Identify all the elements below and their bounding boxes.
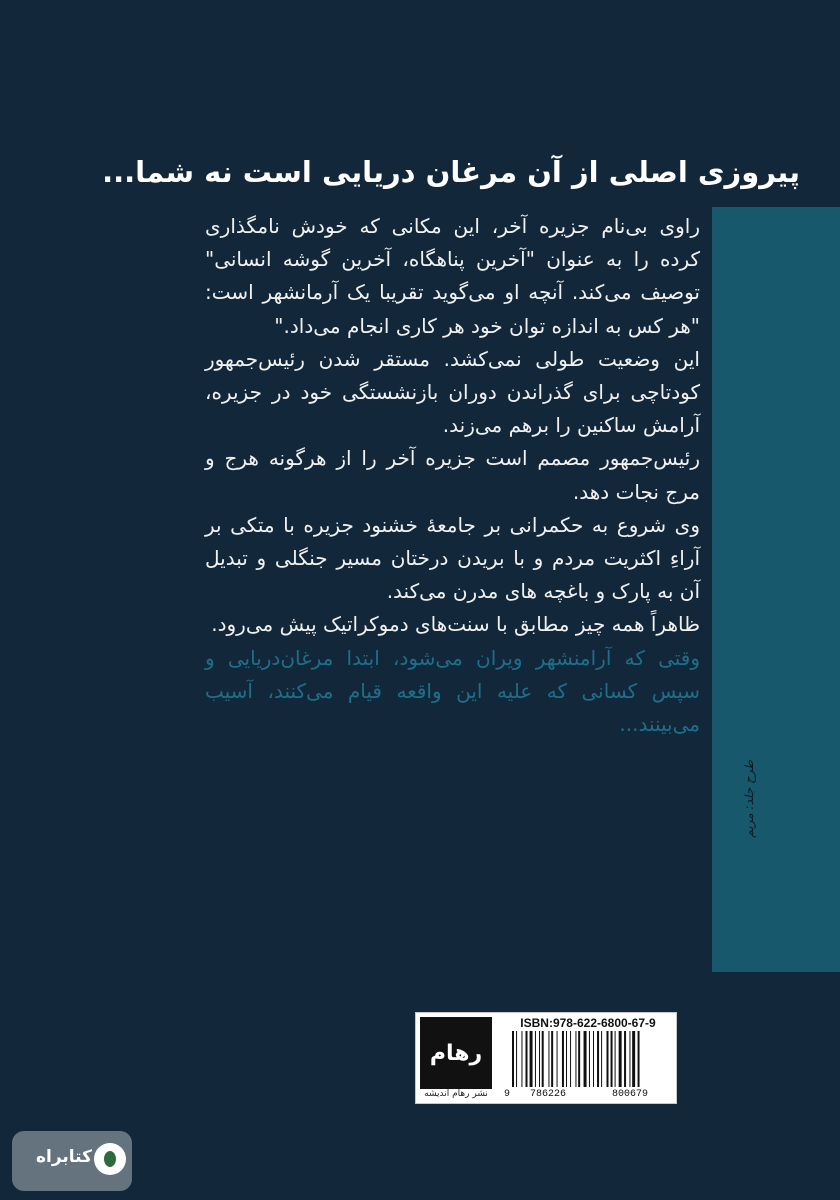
blurb-closing-paragraph: وقتی که آرامنشهر ویران می‌شود، ابتدا مرغان‌دریایی و سپس کسانی که علیه این واقعه قیام می‌کنند، آسیب می‌بینند...: [205, 645, 700, 737]
leaf-icon: [94, 1143, 126, 1175]
blurb-paragraph: ظاهراً همه چیز مطابق با سنت‌های دموکراتیک پیش می‌رود.: [211, 612, 700, 637]
side-color-strip: [712, 207, 840, 972]
isbn-label: ISBN:978-622-6800-67-9: [520, 1016, 656, 1030]
barcode: [512, 1031, 672, 1087]
barcode-digit-group: 786226: [530, 1089, 567, 1100]
headline: پیروزی اصلی از آن مرغان دریایی است نه شما...: [102, 155, 800, 189]
barcode-digit-group: 800679: [612, 1089, 649, 1100]
watermark-text: کتابراه: [35, 1147, 92, 1167]
isbn-barcode-box: [415, 1012, 677, 1104]
publisher-logo-text: رهام: [429, 1040, 483, 1066]
publisher-logo: [420, 1017, 492, 1089]
designer-credit: طرح جلد: مریم: [742, 760, 756, 838]
blurb-paragraph: رئیس‌جمهور مصمم است جزیره آخر را از هرگونه هرج و مرج نجات دهد.: [205, 446, 700, 504]
blurb-paragraph: راوی بی‌نام جزیره آخر، این مکانی که خودش نامگذاری کرده را به عنوان "آخرین پناهگاه، آخرین گوشه انسانی" توصیف می‌کند. آنچه او می‌گوید تقریبا یک آرمانشهر است: "هر کس به اندازه توان خود هر کاری انجام می‌داد.": [205, 214, 700, 338]
blurb-paragraph: این وضعیت طولی نمی‌کشد. مستقر شدن رئیس‌جمهور کودتاچی برای گذراندن دوران بازنشستگی خود در جزیره، آرامش ساکنین را برهم می‌زند.: [205, 346, 700, 438]
publisher-name: نشر رهام اندیشه: [424, 1089, 488, 1099]
barcode-lead-digit: 9: [504, 1089, 511, 1100]
blurb: [205, 210, 700, 741]
blurb-paragraph: وی شروع به حکمرانی بر جامعهٔ خشنود جزیره با متکی بر آراءِ اکثریت مردم و با بریدن درختان مسیر جنگلی و تبدیل آن به پارک و باغچه های مدرن می‌کند.: [205, 512, 700, 604]
site-watermark: [12, 1131, 132, 1191]
